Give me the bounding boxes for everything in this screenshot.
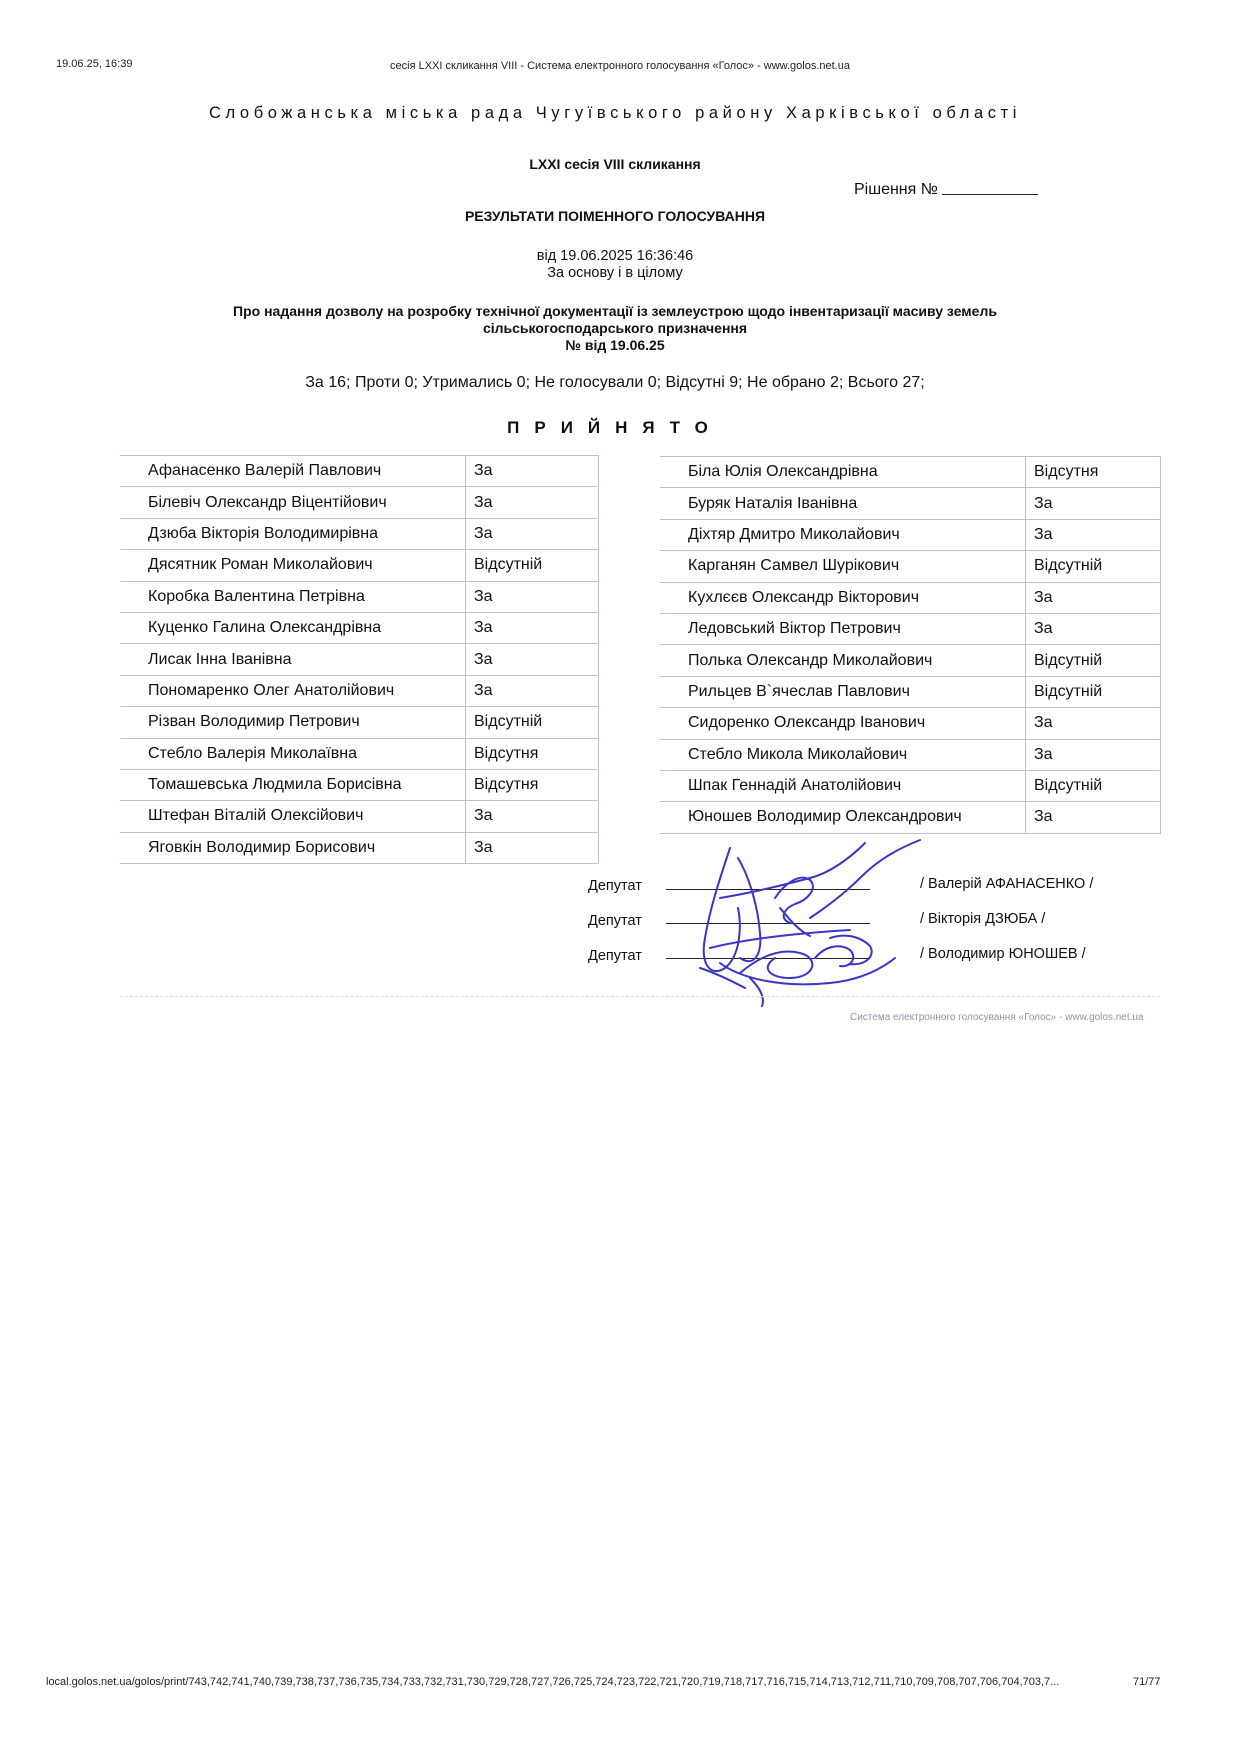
footer-system-text: Система електронного голосування «Голос» - www.golos.net.ua (850, 1012, 1144, 1023)
table-row (660, 457, 1161, 488)
votes-table-left (120, 455, 599, 864)
deputy-vote: Відсутній (1026, 677, 1161, 707)
deputy-name: Дзюба Вікторія Володимирівна (120, 519, 466, 549)
deputy-name: Юношев Володимир Олександрович (660, 802, 1026, 832)
deputy-name: Пономаренко Олег Анатолійович (120, 676, 466, 706)
deputy-name: Стебло Микола Миколайович (660, 740, 1026, 770)
deputy-vote: Відсутній (466, 550, 599, 580)
vote-topic: Про надання дозволу на розробку технічної документації із землеустрою щодо інвентаризації масиву земель сільськогосподарського призначення (233, 303, 997, 336)
table-row (120, 644, 599, 675)
deputy-vote: За (1026, 708, 1161, 738)
vote-date: від 19.06.2025 16:36:46 (536, 248, 694, 264)
results-title: РЕЗУЛЬТАТИ ПОІМЕННОГО ГОЛОСУВАННЯ (464, 208, 766, 224)
deputy-name: Діхтяр Дмитро Миколайович (660, 520, 1026, 550)
deputy-vote: За (466, 801, 599, 831)
council-name: Слобожанська міська рада Чугуївського району Харківської області (209, 104, 1021, 122)
deputy-vote: За (466, 833, 599, 863)
deputy-vote: За (466, 613, 599, 643)
deputy-name: Кухлєєв Олександр Вікторович (660, 583, 1026, 613)
table-row (120, 801, 599, 832)
table-row (120, 833, 599, 864)
deputy-name: Яговкін Володимир Борисович (120, 833, 466, 863)
table-row (120, 613, 599, 644)
system-title: сесія LXXI скликання VIII - Система електронного голосування «Голос» - www.golos.net.ua (390, 60, 850, 72)
table-row (660, 614, 1161, 645)
signatory-label: Депутат (588, 878, 642, 894)
vote-basis: За основу і в цілому (547, 265, 683, 281)
deputy-name: Коробка Валентина Петрівна (120, 582, 466, 612)
deputy-name: Сидоренко Олександр Іванович (660, 708, 1026, 738)
deputy-vote: За (466, 487, 599, 517)
deputy-vote: За (1026, 802, 1161, 832)
table-row (120, 487, 599, 518)
vote-summary: За 16; Проти 0; Утримались 0; Не голосували 0; Відсутні 9; Не обрано 2; Всього 27; (305, 374, 925, 391)
deputy-name: Дясятник Роман Миколайович (120, 550, 466, 580)
table-row (120, 582, 599, 613)
signatory-label: Депутат (588, 948, 642, 964)
deputy-name: Полька Олександр Миколайович (660, 645, 1026, 675)
table-row (660, 583, 1161, 614)
deputy-vote: За (1026, 583, 1161, 613)
signatory-name: / Володимир ЮНОШЕВ / (920, 946, 1086, 962)
table-row (660, 740, 1161, 771)
session-title: LXXI сесія VIII скликання (529, 156, 701, 172)
deputy-name: Рильцев В`ячеслав Павлович (660, 677, 1026, 707)
deputy-vote: Відсутня (466, 770, 599, 800)
table-row (120, 456, 599, 487)
deputy-vote: Відсутня (1026, 457, 1161, 487)
decision-blank-line (942, 180, 1038, 195)
signatory-name: / Валерій АФАНАСЕНКО / (920, 876, 1094, 892)
table-row (120, 739, 599, 770)
deputy-vote: Відсутній (1026, 771, 1161, 801)
table-row (660, 551, 1161, 582)
votes-table-right (660, 456, 1161, 834)
table-row (660, 771, 1161, 802)
table-row (120, 707, 599, 738)
deputy-vote: За (466, 456, 599, 486)
vote-number: № від 19.06.25 (565, 337, 665, 353)
deputy-vote: За (466, 519, 599, 549)
table-row (120, 676, 599, 707)
deputy-vote: За (466, 676, 599, 706)
table-row (660, 645, 1161, 676)
deputy-name: Шпак Геннадій Анатолійович (660, 771, 1026, 801)
table-row (660, 802, 1161, 833)
deputy-name: Томашевська Людмила Борисівна (120, 770, 466, 800)
print-url: local.golos.net.ua/golos/print/743,742,741,740,739,738,737,736,735,734,733,732,731,730,729,728,727,726,725,724,723,722,721,720,719,718,717,716,715,714,713,712,711,710,709,708,707,706,704,703,7... (46, 1676, 1060, 1688)
decision-number (854, 180, 1038, 199)
deputy-vote: За (1026, 740, 1161, 770)
table-row (660, 708, 1161, 739)
deputy-name: Лисак Інна Іванівна (120, 644, 466, 674)
deputy-vote: Відсутній (1026, 551, 1161, 581)
deputy-name: Ледовський Віктор Петрович (660, 614, 1026, 644)
deputy-name: Штефан Віталій Олексійович (120, 801, 466, 831)
deputy-vote: Відсутній (1026, 645, 1161, 675)
deputy-vote: За (1026, 520, 1161, 550)
table-row (660, 520, 1161, 551)
page-number: 71/77 (1133, 1676, 1161, 1688)
table-row (660, 677, 1161, 708)
handwritten-signature (680, 838, 940, 1008)
table-row (120, 770, 599, 801)
deputy-vote: За (466, 644, 599, 674)
signatory-name: / Вікторія ДЗЮБА / (920, 911, 1046, 927)
deputy-name: Різван Володимир Петрович (120, 707, 466, 737)
table-row (120, 519, 599, 550)
table-row (120, 550, 599, 581)
decision-label: Рішення № (854, 181, 938, 198)
deputy-name: Біла Юлія Олександрівна (660, 457, 1026, 487)
deputy-name: Стебло Валерія Миколаївна (120, 739, 466, 769)
deputy-name: Буряк Наталія Іванівна (660, 488, 1026, 518)
print-datetime: 19.06.25, 16:39 (56, 58, 133, 70)
deputy-vote: Відсутня (466, 739, 599, 769)
deputy-name: Афанасенко Валерій Павлович (120, 456, 466, 486)
deputy-name: Куценко Галина Олександрівна (120, 613, 466, 643)
deputy-vote: За (466, 582, 599, 612)
vote-result: ПРИЙНЯТО (507, 418, 723, 437)
footer-separator (120, 996, 1160, 997)
signatory-label: Депутат (588, 913, 642, 929)
deputy-name: Карганян Самвел Шурікович (660, 551, 1026, 581)
deputy-vote: За (1026, 614, 1161, 644)
deputy-vote: За (1026, 488, 1161, 518)
table-row (660, 488, 1161, 519)
deputy-name: Білевіч Олександр Віцентійович (120, 487, 466, 517)
deputy-vote: Відсутній (466, 707, 599, 737)
